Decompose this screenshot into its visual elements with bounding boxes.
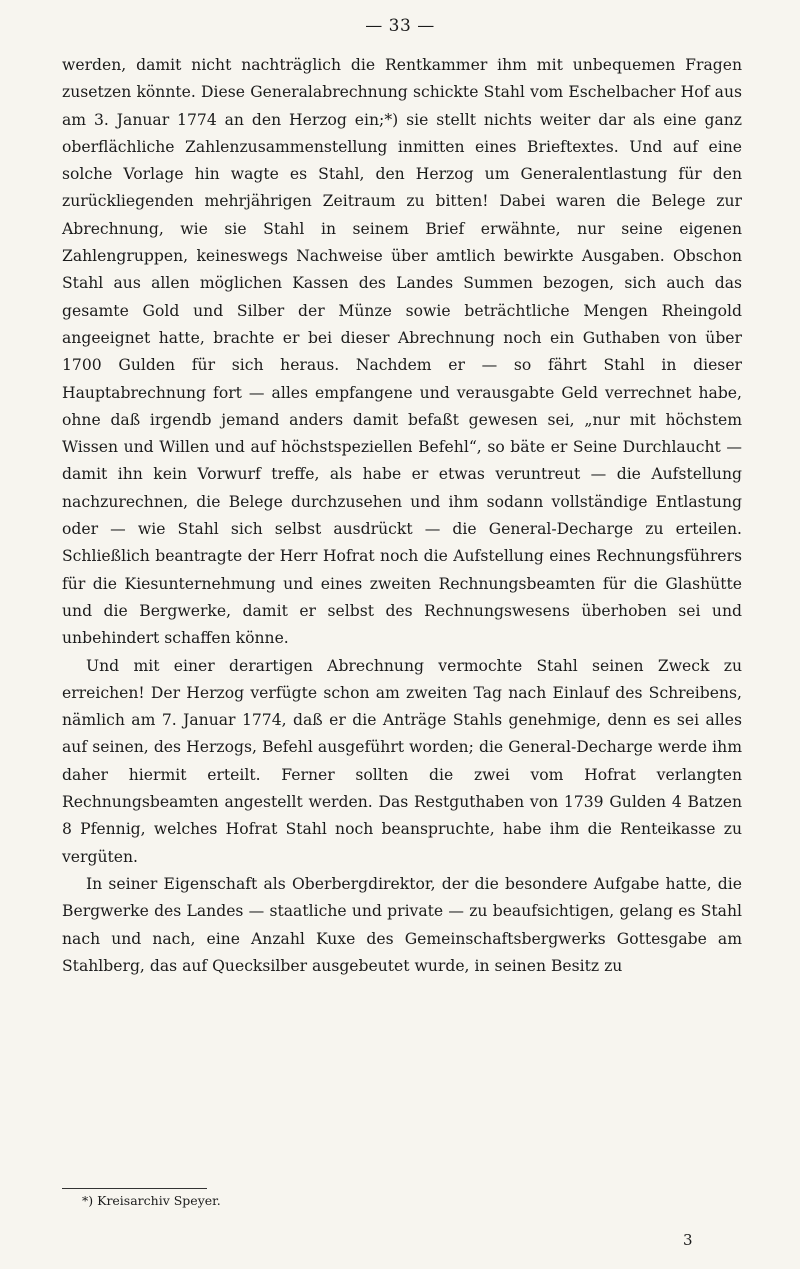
- page-number: — 33 —: [365, 16, 435, 36]
- paragraph-3: In seiner Eigenschaft als Oberbergdirektor, der die besondere Aufgabe hatte, die Bergwerke des Landes — staatliche und private — zu beaufsichtigen, gelang es Stahl nach und nach, eine Anzahl Kuxe des Gemeinschaftsbergwerks Gottesgabe am Stahlberg, das auf Quecksilber ausgebeutet wurde, in seinen Besitz zu: [62, 874, 742, 975]
- body-text: [62, 52, 742, 980]
- printer-signature-mark: 3: [683, 1231, 693, 1249]
- paragraph-1: werden, damit nicht nachträglich die Rentkammer ihm mit unbequemen Fragen zusetzen könnte. Diese Generalabrechnung schickte Stahl vom Eschelbacher Hof aus am 3. Januar 1774 an den Herzog ein;*) sie stellt nichts weiter dar als eine ganz oberflächliche Zahlenzusammenstellung inmitten eines Brieftextes. Und auf eine solche Vorlage hin wagte es Stahl, den Herzog um Generalentlastung für den zurückliegenden mehrjährigen Zeitraum zu bitten! Dabei waren die Belege zur Abrechnung, wie sie Stahl in seinem Brief erwähnte, nur seine eigenen Zahlengruppen, keineswegs Nachweise über amtlich bewirkte Ausgaben. Obschon Stahl aus allen möglichen Kassen des Landes Summen bezogen, sich auch das gesamte Gold und Silber der Münze sowie beträchtliche Mengen Rheingold angeeignet hatte, brachte er bei dieser Abrechnung noch ein Guthaben von über 1700 Gulden für sich heraus. Nachdem er — so fährt Stahl in dieser Hauptabrechnung fort — alles empfangene und verausgabte Geld verrechnet habe, ohne daß irgendb jemand anders damit befaßt gewesen sei, „nur mit höchstem Wissen und Willen und auf höchstspeziellen Befehl“, so bäte er Seine Durchlaucht — damit ihn kein Vorwurf treffe, als habe er etwas veruntreut — die Aufstellung nachzurechnen, die Belege durchzusehen und ihm sodann vollständige Entlastung oder — wie Stahl sich selbst ausdrückt — die General-Decharge zu erteilen. Schließlich beantragte der Herr Hofrat noch die Aufstellung eines Rechnungsführers für die Kiesunternehmung und eines zweiten Rechnungsbeamten für die Glashütte und die Bergwerke, damit er selbst des Rechnungswesens überhoben sei und unbehindert schaffen könne.: [62, 56, 742, 648]
- paragraph-2: Und mit einer derartigen Abrechnung vermochte Stahl seinen Zweck zu erreichen! Der Herzog verfügte schon am zweiten Tag nach Einlauf des Schreibens, nämlich am 7. Januar 1774, daß er die Anträge Stahls genehmige, denn es sei alles auf seinen, des Herzogs, Befehl ausgeführt worden; die General-Decharge werde ihm daher hiermit erteilt. Ferner sollten die zwei vom Hofrat verlangten Rechnungsbeamten angestellt werden. Das Restguthaben von 1739 Gulden 4 Batzen 8 Pfennig, welches Hofrat Stahl noch beanspruchte, habe ihm die Renteikasse zu vergüten.: [62, 656, 742, 866]
- footnote: *) Kreisarchiv Speyer.: [82, 1193, 221, 1208]
- footnote-divider: [62, 1188, 207, 1189]
